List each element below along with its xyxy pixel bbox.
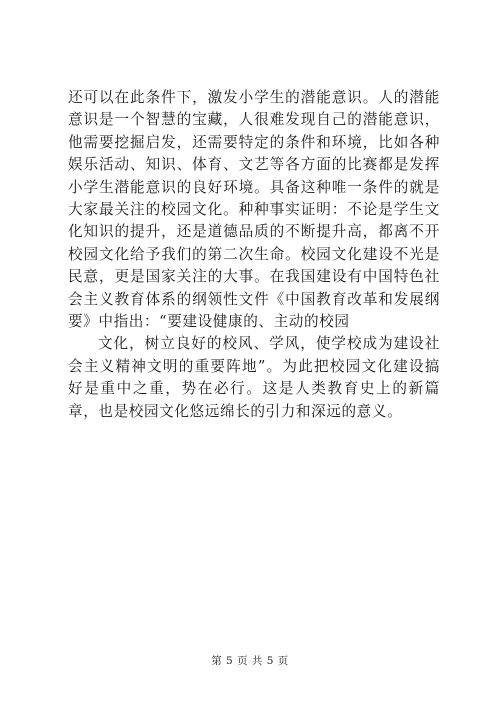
page-footer: 第 5 页 共 5 页 xyxy=(211,655,289,667)
paragraph-2: 文化，树立良好的校风、学风，使学校成为建设社会主义精神文明的重要阵地”。为此把校园文化建设搞好是重中之重，势在必行。这是人类教育史上的新篇章，也是校园文化悠远绵长的引力和深远的意义。 xyxy=(68,335,440,420)
document-body xyxy=(68,87,440,423)
paragraph-1: 还可以在此条件下，激发小学生的潜能意识。人的潜能意识是一个智慧的宝藏，人很难发现自己的潜能意识，他需要挖掘启发，还需要特定的条件和环境，比如各种娱乐活动、知识、体育、文艺等各方面的比赛都是发挥小学生潜能意识的良好环境。具备这种唯一条件的就是大家最关注的校园文化。种种事实证明：不论是学生文化知识的提升，还是道德品质的不断提升高，都离不开校园文化给予我们的第二次生命。校园文化建设不光是民意，更是国家关注的大事。在我国建设有中国特色社会主义教育体系的纲领性文件《中国教育改革和发展纲要》中指出：“要建设健康的、主动的校园 xyxy=(68,89,440,331)
